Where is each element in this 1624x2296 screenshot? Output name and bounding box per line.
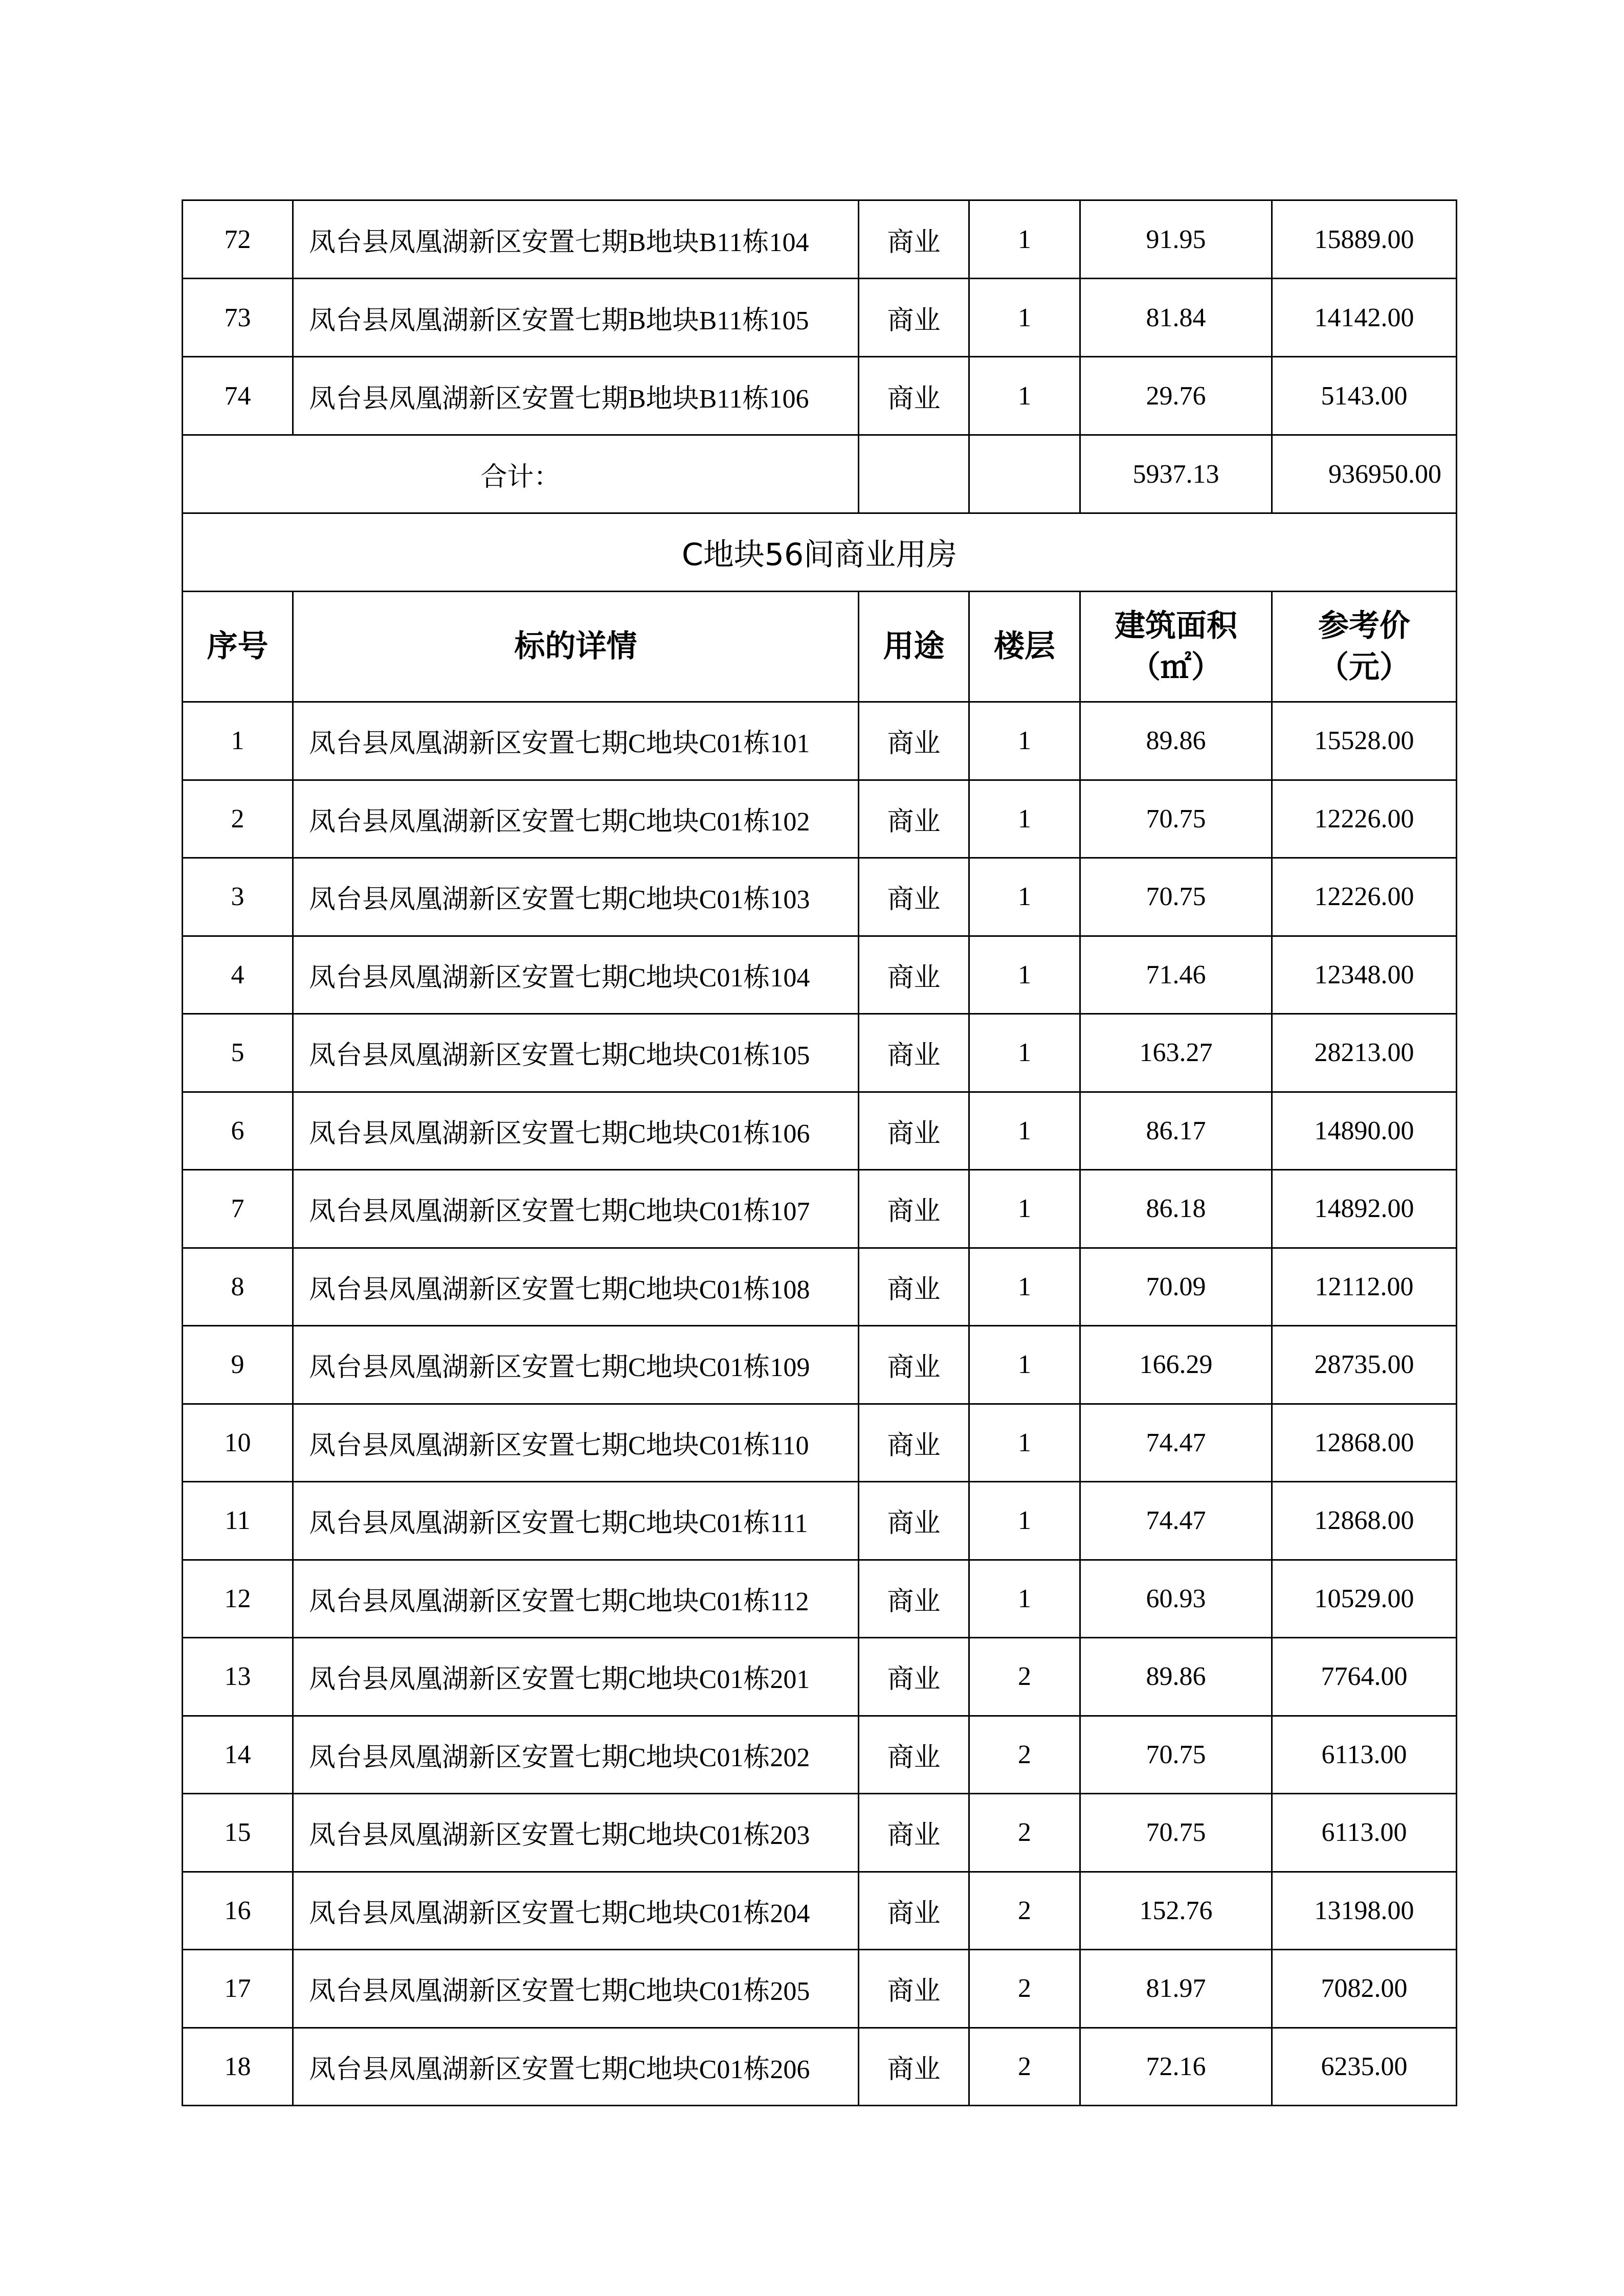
total-use-cell: [859, 435, 969, 513]
table-row: [183, 1560, 1457, 1638]
cell-use: 商业: [859, 1638, 969, 1716]
cell-use: 商业: [859, 279, 969, 357]
cell-detail: 凤台县凤凰湖新区安置七期C地块C01栋104: [293, 936, 859, 1014]
cell-detail: 凤台县凤凰湖新区安置七期C地块C01栋110: [293, 1404, 859, 1482]
cell-use: 商业: [859, 780, 969, 858]
cell-area: 29.76: [1080, 357, 1272, 435]
cell-detail: 凤台县凤凰湖新区安置七期B地块B11栋105: [293, 279, 859, 357]
cell-no: 10: [183, 1404, 293, 1482]
table-row: [183, 279, 1457, 357]
table-row: [183, 702, 1457, 780]
cell-area: 89.86: [1080, 702, 1272, 780]
cell-detail: 凤台县凤凰湖新区安置七期B地块B11栋106: [293, 357, 859, 435]
cell-detail: 凤台县凤凰湖新区安置七期C地块C01栋103: [293, 858, 859, 936]
cell-use: 商业: [859, 1248, 969, 1326]
header-price-label: 参考价: [1318, 607, 1410, 644]
cell-detail: 凤台县凤凰湖新区安置七期C地块C01栋205: [293, 1950, 859, 2028]
cell-use: 商业: [859, 2028, 969, 2106]
cell-area: 86.17: [1080, 1092, 1272, 1170]
cell-area: 70.75: [1080, 858, 1272, 936]
total-price: 936950.00: [1272, 435, 1457, 513]
header-price: [1272, 592, 1457, 702]
cell-area: 81.97: [1080, 1950, 1272, 2028]
cell-area: 70.75: [1080, 1716, 1272, 1794]
cell-no: 73: [183, 279, 293, 357]
cell-no: 3: [183, 858, 293, 936]
cell-no: 11: [183, 1482, 293, 1560]
table-row: [183, 1482, 1457, 1560]
section-title: C地块56间商业用房: [183, 513, 1457, 592]
cell-price: 15528.00: [1272, 702, 1457, 780]
cell-no: 14: [183, 1716, 293, 1794]
table-row: [183, 1092, 1457, 1170]
cell-floor: 1: [969, 702, 1080, 780]
cell-price: 5143.00: [1272, 357, 1457, 435]
header-detail: 标的详情: [293, 592, 859, 702]
cell-detail: 凤台县凤凰湖新区安置七期C地块C01栋108: [293, 1248, 859, 1326]
cell-no: 12: [183, 1560, 293, 1638]
table-row: [183, 1248, 1457, 1326]
cell-area: 86.18: [1080, 1170, 1272, 1248]
table-row: [183, 1170, 1457, 1248]
cell-no: 18: [183, 2028, 293, 2106]
header-area-unit: （㎡）: [1130, 649, 1222, 685]
header-area-label: 建筑面积: [1115, 607, 1237, 644]
table-row: [183, 936, 1457, 1014]
header-row: [183, 592, 1457, 702]
cell-use: 商业: [859, 1326, 969, 1404]
cell-floor: 1: [969, 279, 1080, 357]
cell-floor: 1: [969, 1170, 1080, 1248]
cell-use: 商业: [859, 936, 969, 1014]
table-row: [183, 2028, 1457, 2106]
header-price-unit: （元）: [1318, 649, 1410, 685]
cell-price: 28735.00: [1272, 1326, 1457, 1404]
cell-use: 商业: [859, 1560, 969, 1638]
cell-no: 7: [183, 1170, 293, 1248]
cell-no: 17: [183, 1950, 293, 2028]
cell-use: 商业: [859, 858, 969, 936]
cell-price: 12868.00: [1272, 1482, 1457, 1560]
cell-detail: 凤台县凤凰湖新区安置七期C地块C01栋102: [293, 780, 859, 858]
cell-use: 商业: [859, 1950, 969, 2028]
cell-area: 70.09: [1080, 1248, 1272, 1326]
cell-no: 74: [183, 357, 293, 435]
cell-no: 8: [183, 1248, 293, 1326]
cell-price: 7082.00: [1272, 1950, 1457, 2028]
cell-floor: 2: [969, 1638, 1080, 1716]
cell-floor: 1: [969, 357, 1080, 435]
table-row: [183, 1872, 1457, 1950]
total-label: 合计：: [183, 435, 859, 513]
cell-no: 5: [183, 1014, 293, 1092]
cell-floor: 1: [969, 936, 1080, 1014]
cell-detail: 凤台县凤凰湖新区安置七期C地块C01栋111: [293, 1482, 859, 1560]
cell-floor: 1: [969, 1482, 1080, 1560]
cell-price: 14890.00: [1272, 1092, 1457, 1170]
cell-floor: 1: [969, 780, 1080, 858]
cell-floor: 1: [969, 1560, 1080, 1638]
cell-floor: 1: [969, 1092, 1080, 1170]
cell-no: 2: [183, 780, 293, 858]
table-row: [183, 1404, 1457, 1482]
cell-detail: 凤台县凤凰湖新区安置七期C地块C01栋203: [293, 1794, 859, 1872]
cell-no: 9: [183, 1326, 293, 1404]
cell-use: 商业: [859, 200, 969, 279]
section-title-row: [183, 513, 1457, 592]
cell-detail: 凤台县凤凰湖新区安置七期C地块C01栋112: [293, 1560, 859, 1638]
cell-price: 15889.00: [1272, 200, 1457, 279]
cell-area: 152.76: [1080, 1872, 1272, 1950]
cell-price: 10529.00: [1272, 1560, 1457, 1638]
cell-area: 70.75: [1080, 1794, 1272, 1872]
cell-use: 商业: [859, 1716, 969, 1794]
cell-floor: 1: [969, 1248, 1080, 1326]
header-use: 用途: [859, 592, 969, 702]
cell-floor: 1: [969, 200, 1080, 279]
total-area: 5937.13: [1080, 435, 1272, 513]
cell-price: 28213.00: [1272, 1014, 1457, 1092]
cell-detail: 凤台县凤凰湖新区安置七期C地块C01栋109: [293, 1326, 859, 1404]
cell-area: 74.47: [1080, 1482, 1272, 1560]
cell-no: 16: [183, 1872, 293, 1950]
cell-detail: 凤台县凤凰湖新区安置七期C地块C01栋204: [293, 1872, 859, 1950]
cell-floor: 1: [969, 1404, 1080, 1482]
cell-use: 商业: [859, 1794, 969, 1872]
header-floor: 楼层: [969, 592, 1080, 702]
cell-price: 12348.00: [1272, 936, 1457, 1014]
header-no: 序号: [183, 592, 293, 702]
cell-area: 163.27: [1080, 1014, 1272, 1092]
cell-price: 6235.00: [1272, 2028, 1457, 2106]
cell-area: 71.46: [1080, 936, 1272, 1014]
cell-detail: 凤台县凤凰湖新区安置七期C地块C01栋206: [293, 2028, 859, 2106]
cell-floor: 1: [969, 1014, 1080, 1092]
total-floor-cell: [969, 435, 1080, 513]
cell-price: 12226.00: [1272, 858, 1457, 936]
cell-floor: 2: [969, 1716, 1080, 1794]
table-row: [183, 1716, 1457, 1794]
property-table: [182, 199, 1457, 2106]
cell-area: 81.84: [1080, 279, 1272, 357]
table-row: [183, 357, 1457, 435]
cell-detail: 凤台县凤凰湖新区安置七期C地块C01栋105: [293, 1014, 859, 1092]
cell-price: 12226.00: [1272, 780, 1457, 858]
cell-use: 商业: [859, 1014, 969, 1092]
cell-price: 12868.00: [1272, 1404, 1457, 1482]
cell-use: 商业: [859, 702, 969, 780]
cell-price: 14892.00: [1272, 1170, 1457, 1248]
cell-no: 13: [183, 1638, 293, 1716]
cell-area: 72.16: [1080, 2028, 1272, 2106]
cell-use: 商业: [859, 1092, 969, 1170]
cell-no: 15: [183, 1794, 293, 1872]
cell-area: 166.29: [1080, 1326, 1272, 1404]
cell-area: 91.95: [1080, 200, 1272, 279]
cell-price: 6113.00: [1272, 1716, 1457, 1794]
cell-price: 6113.00: [1272, 1794, 1457, 1872]
cell-use: 商业: [859, 1482, 969, 1560]
cell-floor: 2: [969, 1872, 1080, 1950]
table-row: [183, 1950, 1457, 2028]
cell-floor: 2: [969, 1794, 1080, 1872]
cell-use: 商业: [859, 1872, 969, 1950]
cell-price: 13198.00: [1272, 1872, 1457, 1950]
cell-detail: 凤台县凤凰湖新区安置七期C地块C01栋201: [293, 1638, 859, 1716]
table-row: [183, 200, 1457, 279]
table-row: [183, 1794, 1457, 1872]
cell-no: 4: [183, 936, 293, 1014]
cell-detail: 凤台县凤凰湖新区安置七期C地块C01栋101: [293, 702, 859, 780]
total-row: [183, 435, 1457, 513]
cell-floor: 1: [969, 1326, 1080, 1404]
cell-area: 60.93: [1080, 1560, 1272, 1638]
cell-use: 商业: [859, 1404, 969, 1482]
cell-floor: 2: [969, 1950, 1080, 2028]
cell-detail: 凤台县凤凰湖新区安置七期C地块C01栋107: [293, 1170, 859, 1248]
table-row: [183, 1014, 1457, 1092]
cell-area: 89.86: [1080, 1638, 1272, 1716]
cell-no: 6: [183, 1092, 293, 1170]
cell-floor: 1: [969, 858, 1080, 936]
cell-floor: 2: [969, 2028, 1080, 2106]
cell-detail: 凤台县凤凰湖新区安置七期C地块C01栋106: [293, 1092, 859, 1170]
cell-use: 商业: [859, 357, 969, 435]
cell-price: 14142.00: [1272, 279, 1457, 357]
cell-area: 70.75: [1080, 780, 1272, 858]
cell-no: 1: [183, 702, 293, 780]
table-row: [183, 1326, 1457, 1404]
table-row: [183, 780, 1457, 858]
cell-use: 商业: [859, 1170, 969, 1248]
cell-detail: 凤台县凤凰湖新区安置七期C地块C01栋202: [293, 1716, 859, 1794]
table-row: [183, 858, 1457, 936]
cell-area: 74.47: [1080, 1404, 1272, 1482]
cell-no: 72: [183, 200, 293, 279]
cell-price: 12112.00: [1272, 1248, 1457, 1326]
cell-detail: 凤台县凤凰湖新区安置七期B地块B11栋104: [293, 200, 859, 279]
cell-price: 7764.00: [1272, 1638, 1457, 1716]
header-area: [1080, 592, 1272, 702]
table-row: [183, 1638, 1457, 1716]
